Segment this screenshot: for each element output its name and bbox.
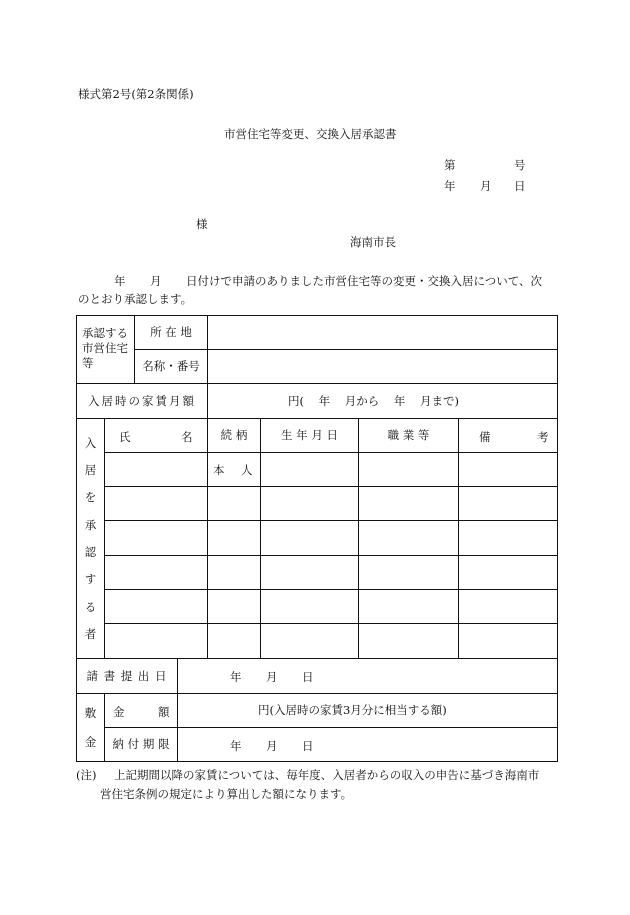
deposit-label-line2: 金 xyxy=(84,734,97,749)
form-number: 様式第2号(第2条関係) xyxy=(78,87,194,101)
occupant-birth-field[interactable] xyxy=(261,590,359,624)
issue-date-month: 月 xyxy=(480,179,492,193)
header-remarks-left: 備 xyxy=(479,430,491,444)
location-field[interactable] xyxy=(208,316,558,350)
occupant-relation-self[interactable] xyxy=(208,453,261,487)
rent-label: 入居時の家賃月額 xyxy=(77,384,208,419)
vertical-label-char: る xyxy=(84,599,97,614)
intro-text-line2: のとおり承認します。 xyxy=(78,292,193,306)
deposit-amount-label-left: 金 xyxy=(113,705,125,719)
note-marker: (注) xyxy=(76,768,97,782)
relation-self-right: 人 xyxy=(241,463,253,477)
occupant-remarks-field[interactable] xyxy=(459,590,558,624)
occupant-relation-field[interactable] xyxy=(208,556,261,590)
header-name-right: 名 xyxy=(181,430,193,444)
housing-label-line3: 等 xyxy=(82,355,94,370)
submit-date-year: 年 xyxy=(230,670,242,684)
intro-year: 年 xyxy=(114,274,126,288)
occupant-row xyxy=(77,590,558,624)
occupant-remarks-field[interactable] xyxy=(459,487,558,521)
deposit-amount-value[interactable]: 円(入居時の家賃3月分に相当する額) xyxy=(178,694,558,728)
relation-self-left: 本 xyxy=(213,463,225,477)
housing-label-line2: 市営住宅 xyxy=(82,340,128,355)
vertical-label-char: 認 xyxy=(84,545,97,559)
occupant-remarks-field[interactable] xyxy=(459,556,558,590)
occupant-occupation-field[interactable] xyxy=(359,556,459,590)
occupant-remarks-field[interactable] xyxy=(459,453,558,487)
submit-date-field[interactable] xyxy=(178,659,558,694)
header-occupation: 職 業 等 xyxy=(359,419,459,453)
housing-label-line1: 承認する xyxy=(82,326,128,340)
deposit-amount-label xyxy=(105,694,178,728)
doc-number-suffix: 号 xyxy=(514,158,526,172)
occupant-row xyxy=(77,521,558,556)
deposit-deadline-day: 日 xyxy=(302,739,314,753)
doc-number-prefix: 第 xyxy=(444,158,456,172)
rent-value[interactable]: 円( 年 月から 年 月まで) xyxy=(208,384,558,419)
occupant-relation-field[interactable] xyxy=(208,590,261,624)
occupant-relation-field[interactable] xyxy=(208,487,261,521)
deposit-label xyxy=(77,694,105,762)
occupant-name-field[interactable] xyxy=(105,590,208,624)
occupant-remarks-field[interactable] xyxy=(459,521,558,556)
occupant-birth-field[interactable] xyxy=(261,624,359,659)
vertical-label-char: 承 xyxy=(84,517,97,532)
occupant-birth-field[interactable] xyxy=(261,556,359,590)
deposit-label-line1: 敷 xyxy=(84,706,97,721)
addressee-suffix: 様 xyxy=(196,217,208,231)
submit-date-label: 請 書 提 出 日 xyxy=(77,659,178,694)
occupant-name-field[interactable] xyxy=(105,521,208,556)
name-number-label: 名称・番号 xyxy=(135,350,208,384)
occupant-occupation-field[interactable] xyxy=(359,521,459,556)
deposit-deadline-field[interactable] xyxy=(178,728,558,762)
submit-date-day: 日 xyxy=(302,670,314,684)
approval-form-table xyxy=(76,315,558,762)
occupant-row xyxy=(77,624,558,659)
occupants-vertical-label xyxy=(77,419,105,659)
header-name xyxy=(105,419,208,453)
occupant-remarks-field[interactable] xyxy=(459,624,558,659)
header-remarks xyxy=(459,419,558,453)
occupant-occupation-field[interactable] xyxy=(359,453,459,487)
note-line2: 営住宅条例の規定により算出した額になります。 xyxy=(100,787,353,801)
occupant-row xyxy=(77,453,558,487)
deposit-amount-label-right: 額 xyxy=(158,705,170,719)
occupant-name-field[interactable] xyxy=(105,624,208,659)
vertical-label-char: す xyxy=(84,572,97,587)
header-birth-date: 生 年 月 日 xyxy=(261,419,359,453)
occupant-occupation-field[interactable] xyxy=(359,624,459,659)
vertical-label-char: 者 xyxy=(84,627,97,642)
occupant-name-field[interactable] xyxy=(105,487,208,521)
occupant-relation-field[interactable] xyxy=(208,521,261,556)
document-title: 市営住宅等変更、交換入居承認書 xyxy=(224,127,397,141)
location-label: 所 在 地 xyxy=(135,316,208,350)
occupant-occupation-field[interactable] xyxy=(359,487,459,521)
intro-text-line1: 日付けで申請のありました市営住宅等の変更・交換入居について、次 xyxy=(186,274,543,288)
occupant-birth-field[interactable] xyxy=(261,453,359,487)
vertical-label-char: を xyxy=(84,490,97,505)
intro-month: 月 xyxy=(150,274,162,288)
note-line1: 上記期間以降の家賃については、毎年度、入居者からの収入の申告に基づき海南市 xyxy=(114,768,540,782)
occupant-name-field[interactable] xyxy=(105,453,208,487)
header-remarks-right: 考 xyxy=(537,430,549,444)
vertical-label-char: 居 xyxy=(84,462,97,477)
occupant-row xyxy=(77,487,558,521)
header-relation: 続 柄 xyxy=(208,419,261,453)
deposit-deadline-month: 月 xyxy=(266,739,278,753)
submit-date-month: 月 xyxy=(266,670,278,684)
deposit-deadline-year: 年 xyxy=(230,739,242,753)
issue-date-day: 日 xyxy=(514,179,526,193)
occupant-row xyxy=(77,556,558,590)
occupant-relation-field[interactable] xyxy=(208,624,261,659)
name-number-field[interactable] xyxy=(208,350,558,384)
deposit-deadline-label: 納 付 期 限 xyxy=(105,728,178,762)
housing-label-cell xyxy=(77,316,135,384)
occupant-occupation-field[interactable] xyxy=(359,590,459,624)
vertical-label-char: 入 xyxy=(84,435,97,450)
issuer-name: 海南市長 xyxy=(350,235,396,249)
occupant-name-field[interactable] xyxy=(105,556,208,590)
issue-date-year: 年 xyxy=(444,179,456,193)
occupant-birth-field[interactable] xyxy=(261,487,359,521)
occupant-birth-field[interactable] xyxy=(261,521,359,556)
header-name-left: 氏 xyxy=(119,430,131,444)
